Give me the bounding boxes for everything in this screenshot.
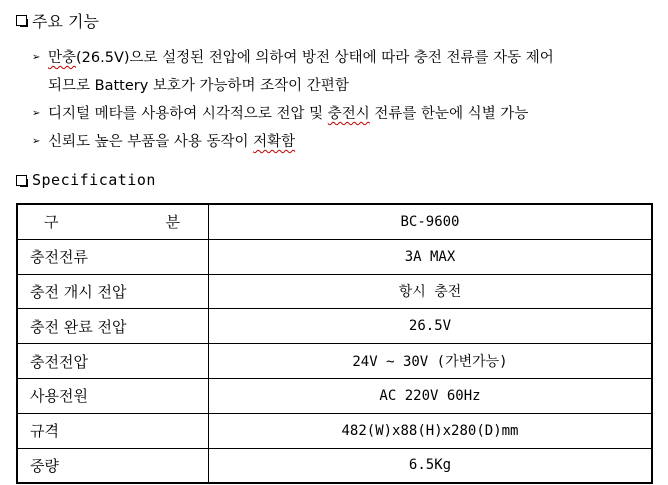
table-row bbox=[17, 448, 652, 483]
row-label: 사용전원 bbox=[17, 378, 209, 413]
row-value: 24V ~ 30V (가변가능) bbox=[209, 344, 653, 379]
row-label: 규격 bbox=[17, 413, 209, 448]
feature-list bbox=[32, 44, 554, 156]
spec-heading bbox=[16, 171, 156, 189]
feature-item bbox=[32, 44, 554, 72]
feature-text: 신뢰도 높은 부품을 사용 동작이 저확함 bbox=[48, 134, 296, 150]
row-value: 6.5Kg bbox=[209, 448, 653, 483]
feature-text: 디지털 메타를 사용하여 시각적으로 전압 및 충전시 전류를 한눈에 식별 가능 bbox=[48, 106, 529, 122]
table-row bbox=[17, 413, 652, 448]
table-row bbox=[17, 239, 652, 274]
checkbox-bullet-icon bbox=[16, 15, 27, 26]
table-row bbox=[17, 344, 652, 379]
row-value: 482(W)x88(H)x280(D)mm bbox=[209, 413, 653, 448]
row-value: 3A MAX bbox=[209, 239, 653, 274]
header-model-cell: BC-9600 bbox=[209, 204, 653, 239]
arrow-bullet-icon: ➢ bbox=[32, 108, 41, 119]
feature-item bbox=[32, 100, 554, 128]
row-label: 충전 완료 전압 bbox=[17, 309, 209, 344]
features-heading bbox=[16, 9, 99, 32]
feature-continuation: 되므로 Battery 보호가 가능하며 조작이 간편함 bbox=[48, 78, 349, 94]
row-value: AC 220V 60Hz bbox=[209, 378, 653, 413]
arrow-bullet-icon: ➢ bbox=[32, 136, 41, 147]
feature-item bbox=[32, 128, 554, 156]
features-heading-text: 주요 기능 bbox=[32, 12, 99, 31]
header-label-cell: 구 분 bbox=[17, 204, 209, 239]
checkbox-bullet-icon bbox=[16, 175, 27, 186]
table-row bbox=[17, 274, 652, 309]
arrow-bullet-icon: ➢ bbox=[32, 52, 41, 63]
table-row bbox=[17, 309, 652, 344]
row-label: 중량 bbox=[17, 448, 209, 483]
row-value: 항시 충전 bbox=[209, 274, 653, 309]
row-label: 충전전압 bbox=[17, 344, 209, 379]
feature-text: 만충(26.5V)으로 설정된 전압에 의하여 방전 상태에 따라 충전 전류를 자동 제어 bbox=[48, 50, 554, 66]
spec-table bbox=[16, 203, 653, 484]
row-value: 26.5V bbox=[209, 309, 653, 344]
table-row bbox=[17, 378, 652, 413]
spec-heading-text: Specification bbox=[32, 171, 156, 189]
table-header-row bbox=[17, 204, 652, 239]
row-label: 충전 개시 전압 bbox=[17, 274, 209, 309]
row-label: 충전전류 bbox=[17, 239, 209, 274]
